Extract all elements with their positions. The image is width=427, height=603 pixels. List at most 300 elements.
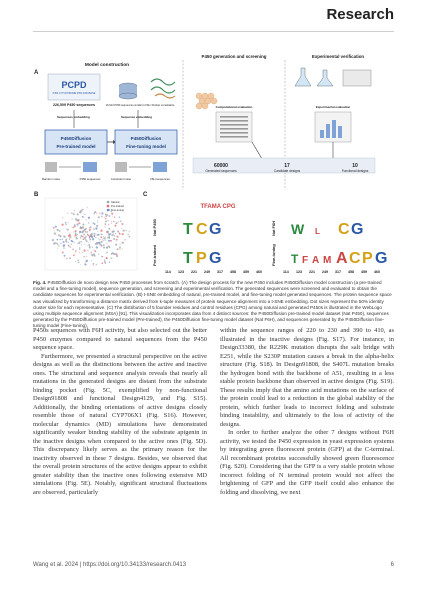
tsne-point xyxy=(104,260,106,262)
svg-text:459: 459 xyxy=(361,270,367,274)
tsne-point xyxy=(63,235,65,237)
panel-c-label: C xyxy=(143,192,148,198)
tsne-point xyxy=(62,252,64,254)
seq-embed-2: Sequence embedding xyxy=(121,115,153,119)
protein-structure-icon xyxy=(151,79,175,98)
tsne-point xyxy=(93,264,94,265)
tsne-point xyxy=(107,246,109,248)
constraint-noise-thumb xyxy=(115,162,127,172)
tsne-point xyxy=(101,234,103,236)
tsne-point xyxy=(59,235,61,237)
tsne-point xyxy=(52,239,54,241)
tsne-point xyxy=(111,253,113,255)
tsne-point xyxy=(87,234,89,236)
tsne-point xyxy=(102,239,103,240)
tsne-point xyxy=(57,239,59,241)
tsne-point xyxy=(96,234,97,235)
tsne-point xyxy=(85,231,86,232)
tsne-point xyxy=(129,231,130,232)
tsne-point xyxy=(90,226,92,228)
svg-text:L: L xyxy=(315,227,320,236)
tsne-point xyxy=(70,236,71,237)
tsne-point xyxy=(83,249,85,251)
tsne-point xyxy=(126,230,127,231)
figure-4 xyxy=(33,38,394,276)
tsne-point xyxy=(78,242,80,244)
tsne-point xyxy=(86,256,87,257)
seq-embed-1: Sequences embedding xyxy=(57,115,90,119)
tsne-point xyxy=(82,216,84,218)
tsne-point xyxy=(87,207,88,208)
footer-citation: Wang et al. 2024 | https://doi.org/10.34133/research.0413 xyxy=(33,562,187,568)
cand-label: Candidate designs xyxy=(273,169,301,173)
tsne-point xyxy=(63,241,65,243)
tsne-point xyxy=(93,235,95,237)
tsne-point xyxy=(88,242,89,243)
tsne-point xyxy=(93,233,94,234)
tsne-point xyxy=(67,213,68,214)
stage-title-model: Model construction xyxy=(84,63,130,68)
svg-text:W: W xyxy=(291,221,305,237)
tsne-point xyxy=(86,240,88,242)
svg-text:G: G xyxy=(351,221,364,238)
tsne-point xyxy=(98,238,99,239)
svg-text:A: A xyxy=(336,250,348,267)
tsne-point xyxy=(67,229,69,231)
tsne-point xyxy=(57,244,59,246)
tsne-point xyxy=(54,232,56,234)
tsne-point xyxy=(125,231,126,232)
tsne-point xyxy=(83,217,84,218)
tsne-point xyxy=(66,229,67,230)
tsne-point xyxy=(100,244,102,246)
svg-text:460: 460 xyxy=(256,270,262,274)
svg-text:114: 114 xyxy=(165,270,171,274)
stage-title-verification: Experimental verification xyxy=(311,54,365,59)
tsne-point xyxy=(96,243,98,245)
tsne-point xyxy=(64,255,66,257)
tsne-point xyxy=(82,209,83,210)
tsne-point xyxy=(88,222,89,223)
panel-a-label: A xyxy=(34,70,39,76)
tsne-point xyxy=(85,237,86,238)
positions-left xyxy=(165,270,262,274)
tsne-point xyxy=(79,231,81,233)
tsne-point xyxy=(58,245,60,247)
page-footer xyxy=(33,562,394,568)
tsne-point xyxy=(66,258,67,259)
tsne-point xyxy=(118,221,119,222)
hexagon-grid-icon xyxy=(196,93,217,109)
tsne-point xyxy=(63,245,65,247)
tsne-point xyxy=(114,235,116,237)
tsne-point xyxy=(79,211,81,213)
tsne-point xyxy=(82,252,83,253)
tsne-point xyxy=(100,239,101,240)
tsne-point xyxy=(129,236,131,238)
tsne-point xyxy=(106,257,108,259)
tsne-point xyxy=(65,239,67,241)
cand-count: 17 xyxy=(284,163,290,169)
tsne-point xyxy=(105,218,107,220)
tsne-point xyxy=(73,227,74,228)
tsne-point xyxy=(113,233,114,234)
caption-text: P450Diffusion de novo design new P450 processes from scratch. (A) The design process for the new P450 includes P450Diffusion model construction (a pre-trained model and a fine-tuning model), sequence generation, and screening and experimental verification. The generated sequences were screened and evaluated to obtain the candidate sequences for experimental verification. (B) t-SNE embedding of natural, pre-trained model, and fine-tuning model generated sequences. The protein sequence space was visualized by transforming a distance matrix derived from k-tuple measures of protein sequence alignment into a t-SNE embedding. Dot sizes represent the 50% identity cluster size for each representative. (C) The distribution of 5 founder residues and control residues (CPG) among natural and generated P450s is illustrated in the WebLogo using multiple sequence alignment (MSA) [91]. This visualization incorporates data from 4 distinct sources: the P450Diffusion pre-trained model dataset (Nat P450), sequences generated by the P450Diffusion pre-trained model (Pre-trained), the P450Diffusion fine-tuning model dataset (Nat F6H), and sequences generated by the P450Diffusion fine-tuning model (Fine-tuning). xyxy=(33,280,392,329)
tsne-point xyxy=(96,264,97,265)
tsne-point xyxy=(99,239,100,240)
plate-icon xyxy=(343,70,371,86)
pretrained-title: P450Diffusion xyxy=(60,136,92,141)
tsne-point xyxy=(97,220,98,221)
f6h-seqs-thumb xyxy=(153,162,167,172)
tsne-point xyxy=(85,219,86,220)
tsne-point xyxy=(88,217,90,219)
gen-label: Generated sequences xyxy=(205,169,237,173)
tsne-point xyxy=(104,244,105,245)
tsne-point xyxy=(106,251,108,253)
tsne-point xyxy=(115,244,117,246)
tsne-point xyxy=(73,231,74,232)
tsne-point xyxy=(74,210,75,211)
legend-pretrained: Pre-trained xyxy=(111,205,124,209)
tsne-point xyxy=(113,221,114,222)
comp-eval-label: Computational evaluation xyxy=(215,105,253,109)
tsne-point xyxy=(79,252,80,253)
tsne-point xyxy=(80,237,82,239)
tsne-point xyxy=(57,229,58,230)
tsne-point xyxy=(119,232,121,234)
tsne-point xyxy=(100,236,102,238)
svg-text:T: T xyxy=(183,221,193,238)
gen-count: 60000 xyxy=(214,163,228,169)
svg-text:G: G xyxy=(209,250,222,267)
tsne-point xyxy=(89,238,91,240)
legend-natural: Natural xyxy=(111,201,120,205)
tsne-point xyxy=(122,248,123,249)
tsne-point xyxy=(91,254,92,255)
tsne-point xyxy=(107,233,108,234)
tsne-point xyxy=(122,233,124,235)
svg-text:P: P xyxy=(196,250,207,267)
body-paragraph: within the sequence ranges of 220 to 230 and 390 to 410, as illustrated in the inactive designs (Fig. S17). For instance, in Design33380, the R229K mutation disrupts the salt bridge with E251, while the S230P mutation causes a break in the alpha-helix structure (Fig. S18). In Design91808, the S407L mutation breaks the hydrogen bond with the backbone of A51, resulting in a less stable protein backbone than observed in active designs (Fig. S19). These results imply that the amino acid mutations on the surface of the protein could lead to a reduction in the global stability of the protein, which further leads to incorrect folding and substrate binding instability, and ultimately to the loss of activity of the designs. xyxy=(220,327,394,428)
tsne-point xyxy=(83,239,84,240)
tsne-point xyxy=(93,263,95,265)
tsne-point xyxy=(60,239,61,240)
tsne-point xyxy=(103,236,104,237)
tsne-point xyxy=(70,238,71,239)
tsne-point xyxy=(80,241,81,242)
top-letters: TFAMA CPG xyxy=(200,204,236,210)
body-column-right xyxy=(220,327,394,497)
tsne-point xyxy=(78,262,80,264)
tsne-point xyxy=(94,250,95,251)
tsne-point xyxy=(82,236,84,238)
tsne-point xyxy=(76,223,78,225)
pcpd-logo: PCPD xyxy=(61,80,87,90)
tsne-point xyxy=(83,213,84,214)
tsne-point xyxy=(127,234,129,236)
tsne-point xyxy=(115,233,116,234)
tsne-point xyxy=(63,247,64,248)
tsne-point xyxy=(111,223,112,224)
tsne-point xyxy=(101,262,103,264)
logo-pretrained xyxy=(183,250,221,267)
tsne-point xyxy=(91,235,92,236)
tsne-point xyxy=(119,216,120,217)
tsne-point xyxy=(108,228,110,230)
tsne-point xyxy=(105,226,106,227)
tsne-point xyxy=(104,217,105,218)
tsne-point xyxy=(105,213,106,214)
tsne-point xyxy=(81,244,82,245)
tsne-point xyxy=(103,240,104,241)
tsne-point xyxy=(91,260,92,261)
tsne-point xyxy=(75,261,76,262)
tsne-point xyxy=(108,240,109,241)
tsne-point xyxy=(108,241,109,242)
tsne-point xyxy=(106,253,107,254)
tsne-point xyxy=(103,244,104,245)
tsne-point xyxy=(115,222,117,224)
tsne-point xyxy=(90,253,91,254)
tsne-point xyxy=(105,220,107,222)
tsne-point xyxy=(94,250,96,252)
tsne-point xyxy=(74,224,76,226)
tsne-point xyxy=(74,236,75,237)
tsne-point xyxy=(83,230,84,231)
tsne-point xyxy=(122,242,124,244)
tsne-point xyxy=(68,222,69,223)
tsne-point xyxy=(58,234,60,236)
tsne-point xyxy=(65,240,67,242)
tsne-point xyxy=(104,239,106,241)
svg-text:458: 458 xyxy=(348,270,354,274)
tsne-point xyxy=(75,226,76,227)
body-paragraph: In order to further analyze the other 7 designs without F6H activity, we tested the P450 expression in yeast expression systems by integrating green fluorescent protein (GFP) at the C-terminal. All recombinant proteins successfully showed green fluorescence (Fig. S20). Considering that the GFP is a very stable protein whose incorrect folding of N terminal protein would not affect the brightening of GFP and the GFP itself could also enhance the folding and dissolving, we next xyxy=(220,429,394,496)
tsne-point xyxy=(59,230,61,232)
tsne-point xyxy=(85,264,87,266)
tsne-point xyxy=(90,241,91,242)
tsne-point xyxy=(79,241,80,242)
tsne-point xyxy=(105,215,107,217)
tsne-point xyxy=(93,253,95,255)
logo-finetuning xyxy=(291,250,387,267)
tsne-point xyxy=(85,231,86,232)
tsne-point xyxy=(98,254,99,255)
tsne-point xyxy=(124,239,125,240)
pretrained-model-box xyxy=(45,130,107,154)
svg-text:114: 114 xyxy=(283,270,289,274)
tsne-point xyxy=(116,255,118,257)
row-label-nat-p450: Nat P450 xyxy=(152,219,157,236)
tsne-point xyxy=(77,238,78,239)
func-label: Functional designs xyxy=(341,169,369,173)
tsne-point xyxy=(98,234,100,236)
p450-seqs-thumb xyxy=(83,162,97,172)
tsne-point xyxy=(104,261,106,263)
tsne-point xyxy=(82,224,84,226)
tsne-point xyxy=(61,224,63,226)
svg-text:249: 249 xyxy=(204,270,210,274)
tsne-point xyxy=(119,248,120,249)
tsne-point xyxy=(73,213,75,215)
row-label-nat-f6h: Nat F6H xyxy=(271,220,276,236)
random-noise-thumb xyxy=(45,162,57,172)
tsne-point xyxy=(111,234,113,236)
flask-icon xyxy=(295,68,333,86)
tsne-point xyxy=(95,237,96,238)
svg-text:458: 458 xyxy=(230,270,236,274)
tsne-point xyxy=(110,240,112,242)
tsne-point xyxy=(101,212,103,214)
tsne-point xyxy=(103,237,105,239)
panel-b-label: B xyxy=(34,192,39,198)
tsne-point xyxy=(83,233,85,235)
tsne-point xyxy=(94,212,95,213)
tsne-point xyxy=(54,242,56,244)
tsne-point xyxy=(78,222,80,224)
svg-text:460: 460 xyxy=(374,270,380,274)
finetune-subtitle: Fine-tuning model xyxy=(126,144,166,149)
tsne-point xyxy=(72,219,73,220)
tsne-point xyxy=(97,231,98,232)
tsne-point xyxy=(108,233,109,234)
svg-text:G: G xyxy=(209,221,222,238)
p450-seqs-label: P450 sequences xyxy=(79,177,101,181)
tsne-point xyxy=(120,244,121,245)
tsne-point xyxy=(94,213,96,215)
svg-text:123: 123 xyxy=(178,270,184,274)
constraint-noise-label: Constraint noise xyxy=(110,177,132,181)
tsne-point xyxy=(69,234,71,236)
body-paragraph: P450s sequences with F6H activity, but also selected out the better P450 enzymes compared to natural sequences from the P450 sequence space. xyxy=(33,327,207,351)
stage-title-generation: P450 generation and screening xyxy=(201,54,267,59)
finetune-title: P450Diffusion xyxy=(130,136,162,141)
tsne-point xyxy=(100,230,102,232)
tsne-point xyxy=(89,247,90,248)
tsne-point xyxy=(117,222,118,223)
tsne-point xyxy=(118,231,120,233)
seq-note-b: Pocket constraints xyxy=(151,103,175,107)
tsne-point xyxy=(55,226,57,228)
tsne-point xyxy=(71,244,72,245)
tsne-point xyxy=(116,236,118,238)
tsne-point xyxy=(89,230,90,231)
tsne-point xyxy=(113,238,115,240)
tsne-point xyxy=(87,264,88,265)
tsne-point xyxy=(72,249,74,251)
positions-right xyxy=(283,270,380,274)
tsne-point xyxy=(106,243,107,244)
tsne-point xyxy=(79,248,81,250)
svg-text:T: T xyxy=(183,250,193,267)
tsne-point xyxy=(67,242,68,243)
tsne-point xyxy=(73,255,75,257)
tsne-point xyxy=(80,264,81,265)
tsne-point xyxy=(96,213,97,214)
tsne-point xyxy=(99,212,100,213)
caption-lead: Fig. 4. xyxy=(33,280,47,285)
header-rule xyxy=(33,31,394,32)
tsne-point xyxy=(109,237,110,238)
svg-text:M: M xyxy=(323,255,332,266)
tsne-point xyxy=(69,257,71,259)
legend-finetuning: Fine-tuning xyxy=(111,209,124,213)
tsne-point xyxy=(87,250,88,251)
tsne-point xyxy=(71,213,72,214)
tsne-point xyxy=(115,253,117,255)
tsne-point xyxy=(111,213,113,215)
tsne-point xyxy=(107,220,108,221)
tsne-point xyxy=(120,220,122,222)
tsne-point xyxy=(105,224,106,225)
body-column-left xyxy=(33,327,207,497)
tsne-point xyxy=(112,258,113,259)
tsne-point xyxy=(95,227,97,229)
tsne-point xyxy=(116,239,118,241)
svg-text:221: 221 xyxy=(191,270,197,274)
tsne-point xyxy=(85,235,86,236)
tsne-point xyxy=(82,232,83,233)
tsne-point xyxy=(70,246,71,247)
tsne-point xyxy=(92,247,93,248)
tsne-point xyxy=(92,222,94,224)
figure-caption xyxy=(33,280,394,330)
tsne-point xyxy=(65,222,67,224)
svg-text:C: C xyxy=(196,221,208,238)
tsne-point xyxy=(111,221,112,222)
tsne-point xyxy=(68,242,69,243)
logo-nat-f6h xyxy=(291,221,363,238)
tsne-point xyxy=(79,247,80,248)
tsne-point xyxy=(92,238,93,239)
tsne-point xyxy=(110,258,112,260)
tsne-point xyxy=(104,259,105,260)
tsne-point xyxy=(77,213,79,215)
svg-text:C: C xyxy=(338,221,350,238)
tsne-point xyxy=(101,256,102,257)
pcpd-count: 226,509 P450 sequences xyxy=(53,103,95,107)
tsne-point xyxy=(77,259,79,261)
svg-text:C: C xyxy=(349,250,361,267)
tsne-point xyxy=(119,246,121,248)
svg-text:221: 221 xyxy=(309,270,315,274)
tsne-point xyxy=(83,256,85,258)
svg-text:459: 459 xyxy=(243,270,249,274)
tsne-point xyxy=(60,243,61,244)
row-label-pretrained: Pre-trained xyxy=(152,244,157,266)
svg-text:A: A xyxy=(312,255,320,266)
tsne-point xyxy=(114,225,116,227)
tsne-point xyxy=(68,245,69,246)
tsne-point xyxy=(112,216,113,217)
finetune-model-box xyxy=(115,130,177,154)
tsne-point xyxy=(70,240,72,242)
tsne-point xyxy=(117,248,119,250)
tsne-point xyxy=(107,231,109,233)
tsne-point xyxy=(89,236,90,237)
tsne-point xyxy=(98,216,100,218)
svg-text:123: 123 xyxy=(296,270,302,274)
tsne-point xyxy=(101,242,102,243)
tsne-point xyxy=(88,244,90,246)
tsne-point xyxy=(72,227,73,228)
tsne-point xyxy=(57,248,58,249)
tsne-point xyxy=(84,214,85,215)
tsne-point xyxy=(85,260,87,262)
tsne-point xyxy=(75,250,77,252)
tsne-point xyxy=(109,215,111,217)
